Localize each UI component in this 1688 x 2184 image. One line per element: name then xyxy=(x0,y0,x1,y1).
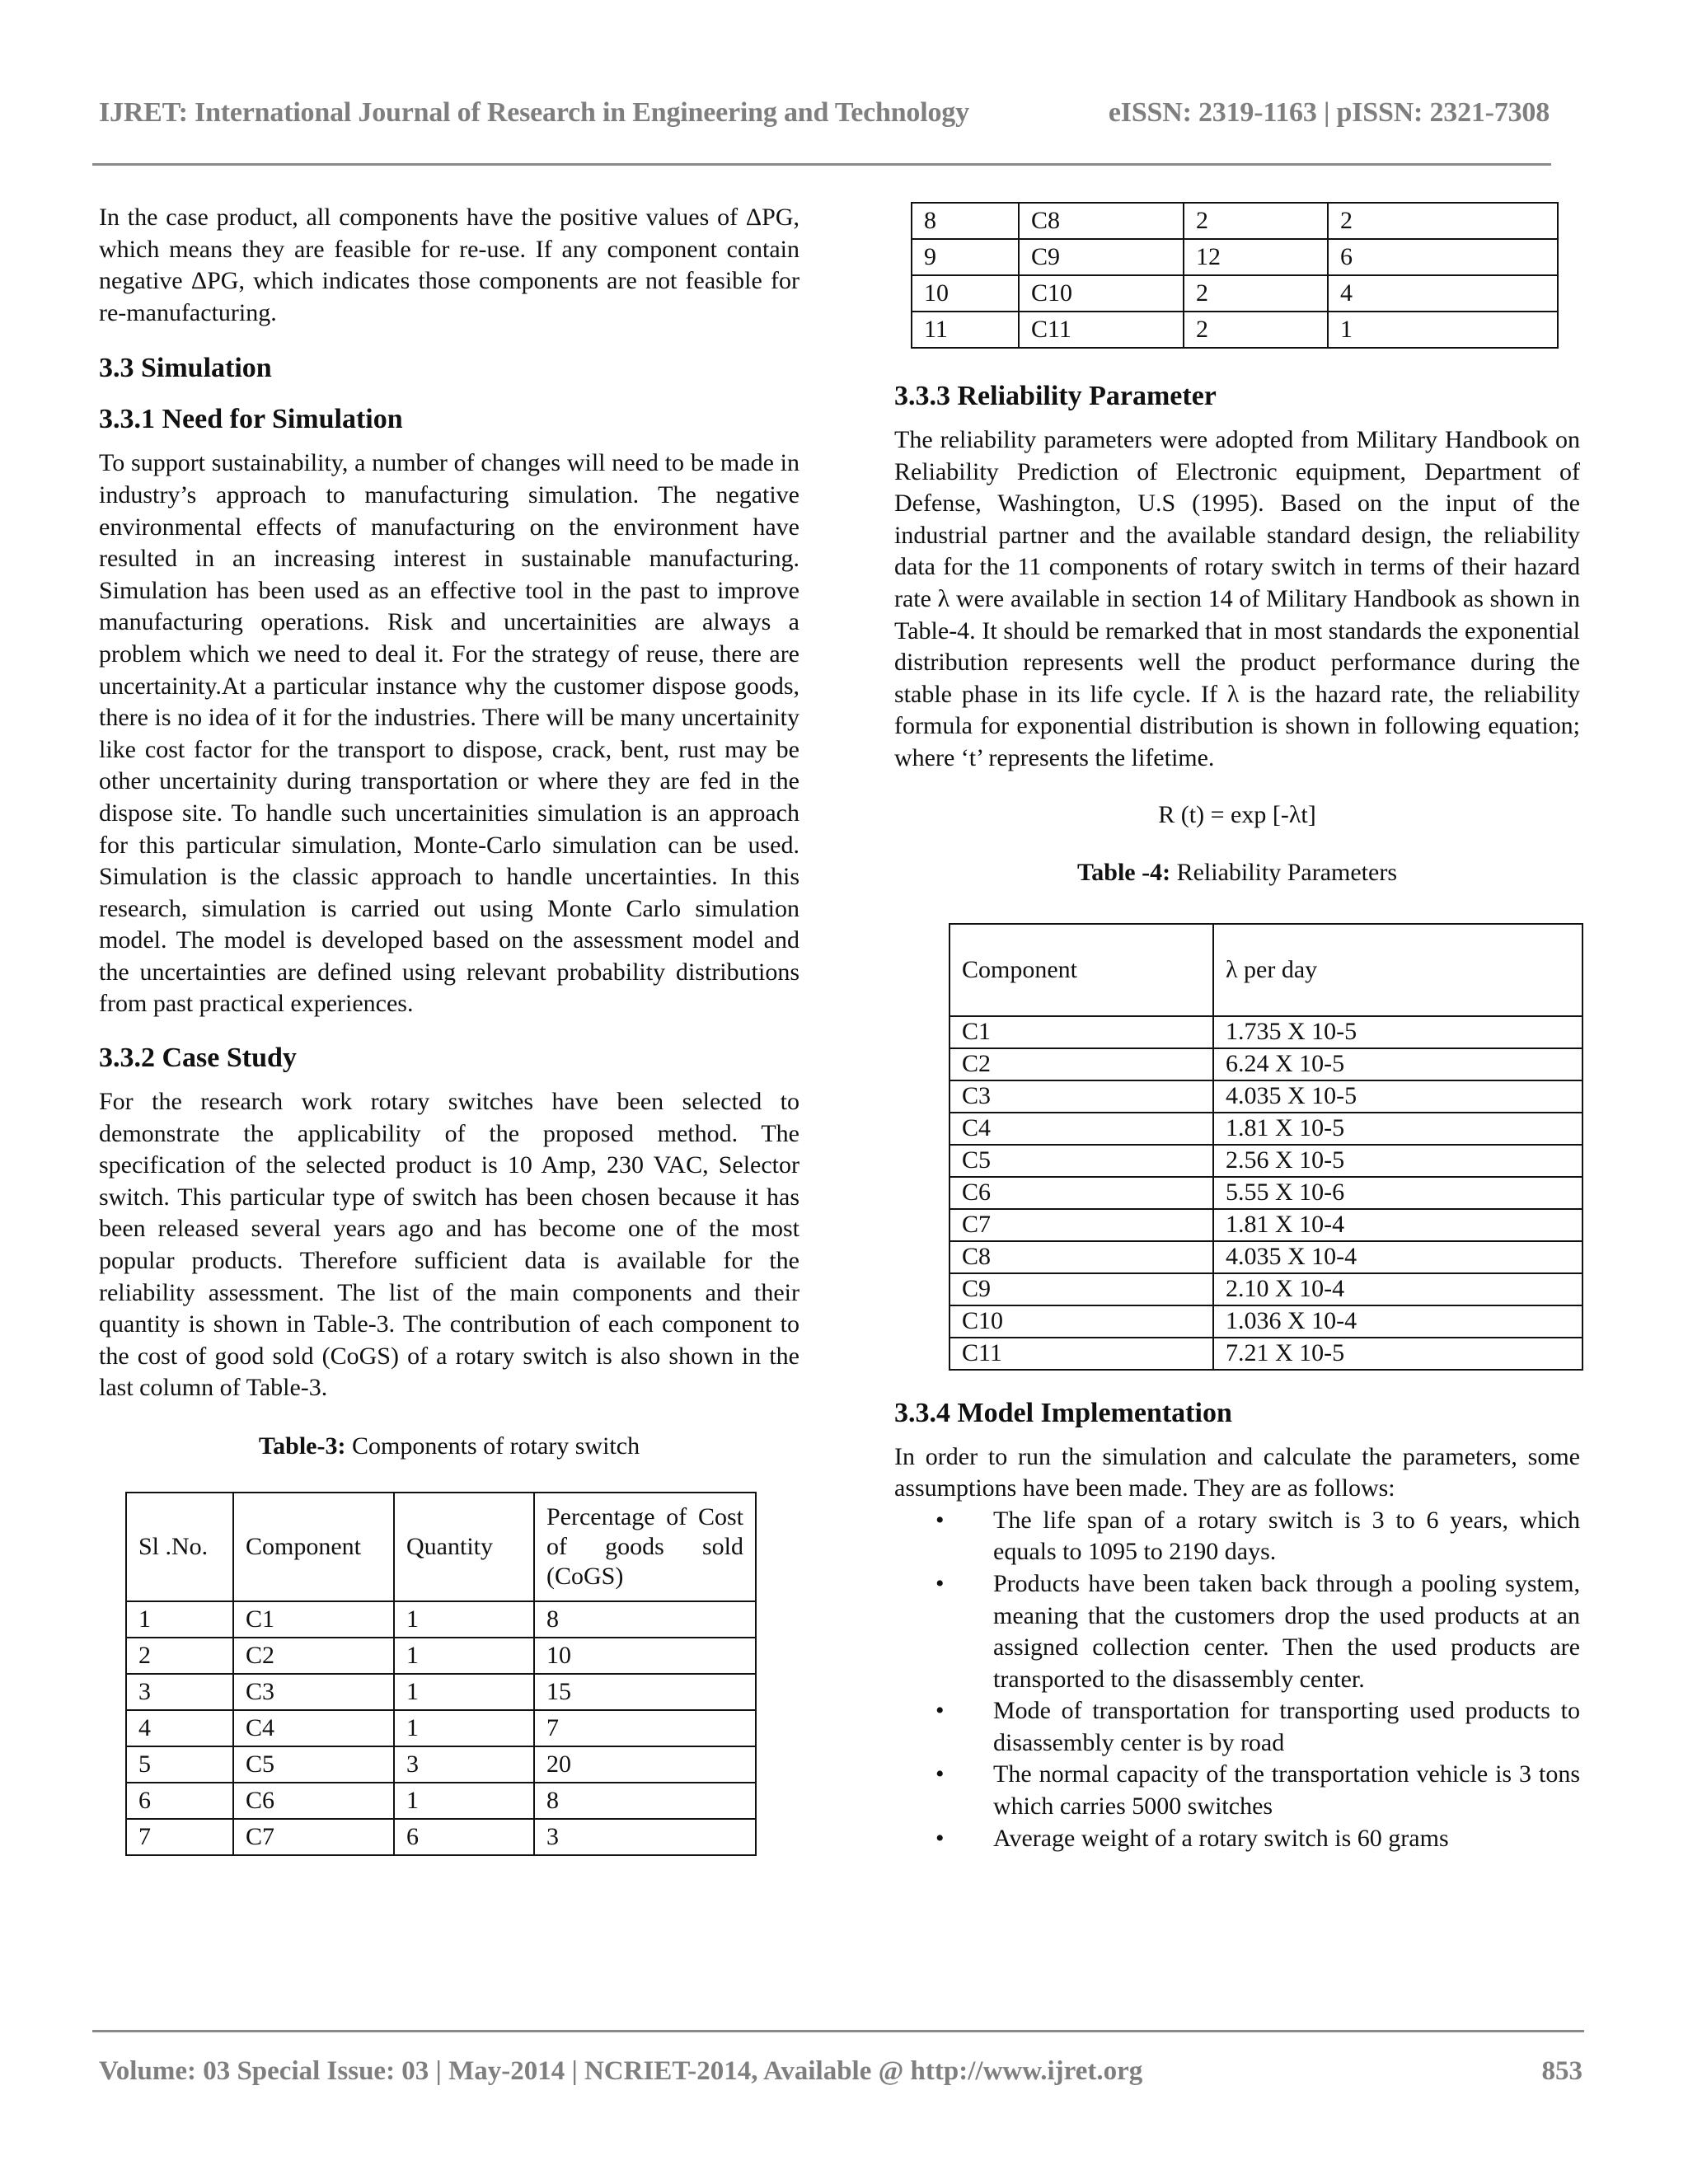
table-row: 2 C2 1 10 xyxy=(126,1638,756,1674)
table-row: 9 C9 12 6 xyxy=(912,239,1558,275)
table-row: 7 C7 6 3 xyxy=(126,1819,756,1855)
header-rule xyxy=(92,163,1551,166)
table-row: 6 C6 1 8 xyxy=(126,1783,756,1819)
table-3-components xyxy=(125,1492,757,1856)
reliability-equation: R (t) = exp [-λt] xyxy=(1158,800,1316,828)
footer-rule xyxy=(92,2030,1584,2032)
table-4-caption-label: Table -4: xyxy=(1077,858,1171,886)
table-row: C3 4.035 X 10-5 xyxy=(950,1080,1582,1113)
list-item: • Products have been taken back through a pooling system, meaning that the customers drop the used products at an assigned collection center. Then the used products are transported to the disassembly center. xyxy=(935,1569,1580,1693)
issue-info: Volume: 03 Special Issue: 03 | May-2014 | NCRIET-2014, Available @ http://www.ijret.org xyxy=(99,2056,1143,2086)
table-4-caption-text: Reliability Parameters xyxy=(1170,858,1397,886)
bullet-icon: • xyxy=(935,1824,945,1852)
table-header-row xyxy=(950,924,1582,1016)
table-4-caption xyxy=(894,859,1580,887)
running-header xyxy=(99,97,1550,138)
table-row: C4 1.81 X 10-5 xyxy=(950,1113,1582,1145)
header-cell-lambda: λ per day xyxy=(1213,924,1582,1016)
table-row: 11 C11 2 1 xyxy=(912,312,1558,348)
list-item: • Average weight of a rotary switch is 60 grams xyxy=(894,1823,1580,1855)
table-row: 3 C3 1 15 xyxy=(126,1674,756,1710)
table-3-caption xyxy=(99,1432,799,1460)
left-column xyxy=(99,202,799,1856)
case-study-paragraph: For the research work rotary switches have been selected to demonstrate the applicability of the proposed method. The specification of the selected product is 10 Amp, 230 VAC, Selector switch. This particular type of switch has been chosen because it has been released several years ago and has become one of the most popular products. Therefore sufficient data is available for the reliability assessment. The list of the main components and their quantity is shown in Table-3. The contribution of each component to the cost of good sold (CoGS) of a rotary switch is also shown in the last column of Table-3. xyxy=(99,1088,799,1402)
table-row: C2 6.24 X 10-5 xyxy=(950,1048,1582,1080)
right-column xyxy=(894,202,1580,1854)
table-row: C8 4.035 X 10-4 xyxy=(950,1241,1582,1273)
table-row: C10 1.036 X 10-4 xyxy=(950,1305,1582,1338)
header-cell-component: Component xyxy=(233,1493,394,1601)
table-header-row xyxy=(126,1493,756,1601)
assumptions-list xyxy=(894,1505,1580,1855)
table-row: 5 C5 3 20 xyxy=(126,1746,756,1783)
section-heading-3-3-3: 3.3.3 Reliability Parameter xyxy=(894,381,1217,411)
table-row: 1 C1 1 8 xyxy=(126,1601,756,1638)
issn-info: eISSN: 2319-1163 | pISSN: 2321-7308 xyxy=(1108,97,1550,128)
table-row: C11 7.21 X 10-5 xyxy=(950,1338,1582,1370)
header-cell-quantity: Quantity xyxy=(394,1493,534,1601)
section-heading-3-3-2: 3.3.2 Case Study xyxy=(99,1043,297,1074)
section-heading-3-3-4: 3.3.4 Model Implementation xyxy=(894,1397,1232,1428)
journal-title: IJRET: International Journal of Research in Engineering and Technology xyxy=(99,97,969,128)
table-3-caption-text: Components of rotary switch xyxy=(345,1432,640,1460)
bullet-icon: • xyxy=(935,1569,945,1597)
table-3-caption-label: Table-3: xyxy=(258,1432,346,1460)
bullet-icon: • xyxy=(935,1760,945,1788)
table-row: C6 5.55 X 10-6 xyxy=(950,1177,1582,1209)
header-cell-sl-no: Sl .No. xyxy=(126,1493,233,1601)
section-heading-3-3-1: 3.3.1 Need for Simulation xyxy=(99,404,403,435)
table-row: 4 C4 1 7 xyxy=(126,1710,756,1746)
page-number: 853 xyxy=(1541,2056,1582,2086)
list-item: • Mode of transportation for transporting used products to disassembly center is by road xyxy=(935,1697,1580,1756)
bullet-icon: • xyxy=(935,1506,945,1534)
table-3-continuation xyxy=(911,202,1559,349)
table-4-reliability xyxy=(949,923,1583,1371)
list-item: • The normal capacity of the transportation vehicle is 3 tons which carries 5000 switches xyxy=(935,1760,1580,1821)
bullet-icon: • xyxy=(935,1697,945,1725)
header-cell-cogs: Percentage of Cost of goods sold (CoGS) xyxy=(534,1493,756,1601)
header-cell-component: Component xyxy=(950,924,1213,1016)
model-implementation-paragraph: In order to run the simulation and calculate the parameters, some assumptions have been made. They are as follows: xyxy=(894,1442,1580,1502)
table-row: 10 C10 2 4 xyxy=(912,275,1558,312)
running-footer xyxy=(99,2056,1582,2093)
need-for-simulation-paragraph: To support sustainability, a number of changes will need to be made in industry’s approach to manufacturing simulation. The negative environmental effects of manufacturing on the environment have resulted in an increasing interest in sustainable manufacturing. Simulation has been used as an effective tool in the past to improve manufacturing operations. Risk and uncertainities are always a problem which we need to deal it. For the strategy of reuse, there are uncertainity.At a particular instance why the customer dispose goods, there is no idea of it for the industries. There will be many uncertainity like cost factor for the transport to dispose, crack, bent, rust may be other uncertainity during transportation or where they are fed in the dispose site. To handle such uncertainities simulation is an approach for this particular simulation, Monte-Carlo simulation can be used. Simulation is the classic approach to handle uncertainties. In this research, simulation is carried out using Monte Carlo simulation model. The model is developed based on the assessment model and the uncertainties are defined using relevant probability distributions from past practical experiences. xyxy=(99,449,799,1018)
section-heading-3-3: 3.3 Simulation xyxy=(99,353,272,384)
table-row: C9 2.10 X 10-4 xyxy=(950,1273,1582,1305)
list-item: • The life span of a rotary switch is 3 to 6 years, which equals to 1095 to 2190 days. xyxy=(935,1506,1580,1566)
table-row: C5 2.56 X 10-5 xyxy=(950,1145,1582,1177)
table-row: C7 1.81 X 10-4 xyxy=(950,1209,1582,1241)
table-row: 8 C8 2 2 xyxy=(912,203,1558,239)
table-row: C1 1.735 X 10-5 xyxy=(950,1016,1582,1048)
intro-paragraph: In the case product, all components have the positive values of ΔPG, which means they are feasible for re-use. If any component contain negative ΔPG, which indicates those components are not feasible for re-manufacturing. xyxy=(99,204,799,326)
reliability-paragraph: The reliability parameters were adopted from Military Handbook on Reliability Prediction of Electronic equipment, Department of Defense, Washington, U.S (1995). Based on the input of the industrial partner and the available standard design, the reliability data for the 11 components of rotary switch in terms of their hazard rate λ were available in section 14 of Military Handbook as shown in Table-4. It should be remarked that in most standards the exponential distribution represents well the product performance during the stable phase in its life cycle. If λ is the hazard rate, the reliability formula for exponential distribution is shown in following equation; where ‘t’ represents the lifetime. xyxy=(894,426,1580,771)
